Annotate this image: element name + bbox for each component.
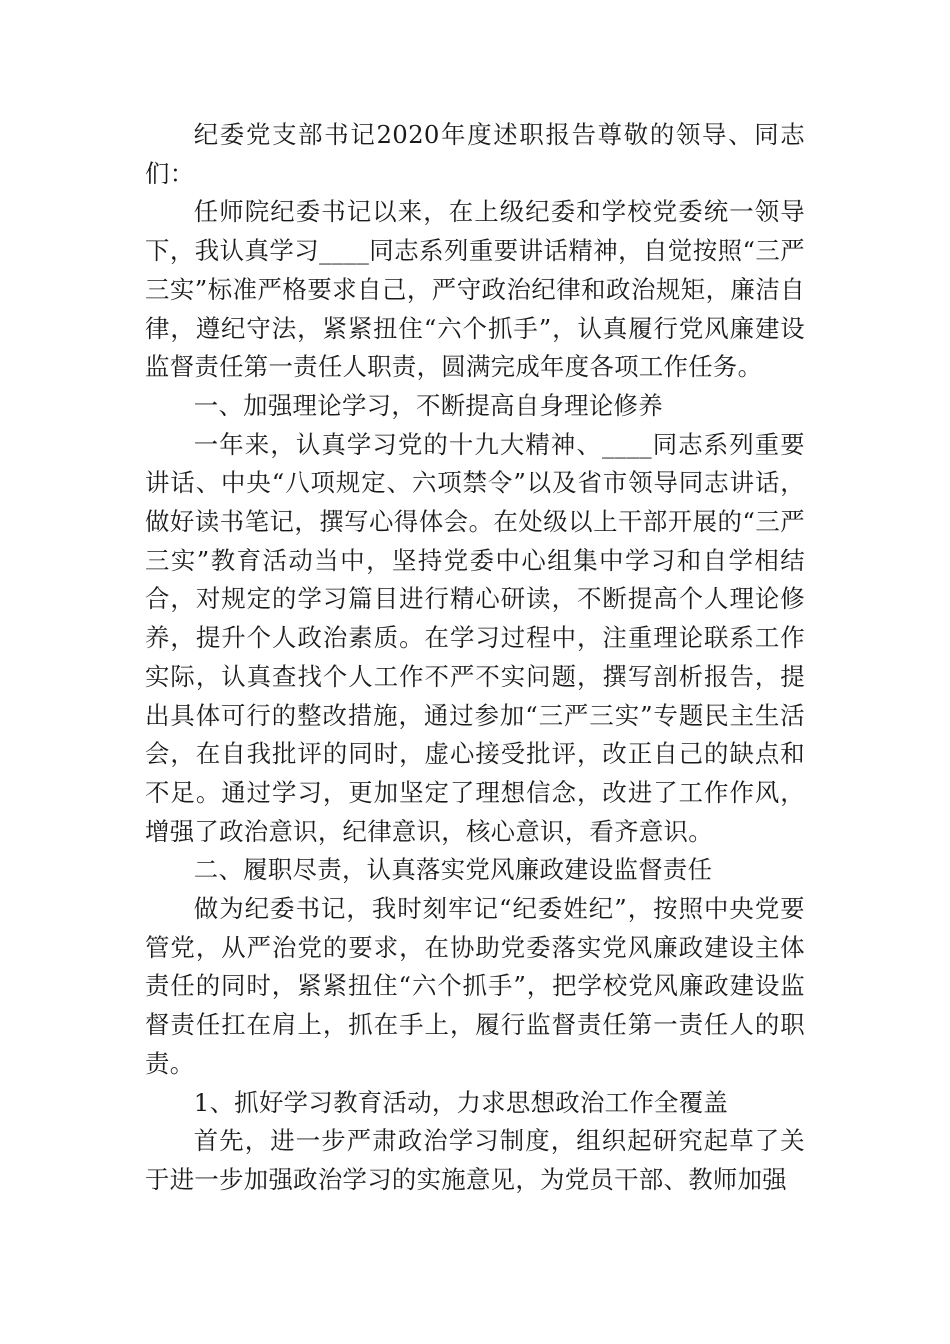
- political-study-paragraph: 首先，进一步严肃政治学习制度，组织起研究起草了关于进一步加强政治学习的实施意见，为党员干部、教师加强: [145, 1126, 805, 1194]
- document-page: [145, 116, 805, 1200]
- intro-paragraph: 任师院纪委书记以来，在上级纪委和学校党委统一领导下，我认真学习____同志系列重要讲话精神，自觉按照“三严三实”标准严格要求自己，严守政治纪律和政治规矩，廉洁自律，遵纪守法，紧紧扭住“六个抓手”，认真履行党风廉建设监督责任第一责任人职责，圆满完成年度各项工作任务。: [145, 197, 805, 382]
- section-heading-2: 二、履职尽责，认真落实党风廉政建设监督责任: [193, 855, 713, 885]
- section-heading-1: 一、加强理论学习，不断提高自身理论修养: [193, 390, 663, 420]
- theory-study-paragraph: 一年来，认真学习党的十九大精神、____同志系列重要讲话、中央“八项规定、六项禁令”以及省市领导同志讲话，做好读书笔记，撰写心得体会。在处级以上干部开展的“三严三实”教育活动当中，坚持党委中心组集中学习和自学相结合，对规定的学习篇目进行精心研读，不断提高个人理论修养，提升个人政治素质。在学习过程中，注重理论联系工作实际，认真查找个人工作不严不实问题，撰写剖析报告，提出具体可行的整改措施，通过参加“三严三实”专题民主生活会，在自我批评的同时，虚心接受批评，改正自己的缺点和不足。通过学习，更加坚定了理想信念，改进了工作作风，增强了政治意识，纪律意识，核心意识，看齐意识。: [145, 429, 805, 846]
- report-title-paragraph: 纪委党支部书记2020年度述职报告尊敬的领导、同志们：: [145, 120, 805, 188]
- supervision-duty-paragraph: 做为纪委书记，我时刻牢记“纪委姓纪”，按照中央党要管党，从严治党的要求，在协助党委落实党风廉政建设主体责任的同时，紧紧扭住“六个抓手”，把学校党风廉政建设监督责任扛在肩上，抓在手上，履行监督责任第一责任人的职责。: [145, 894, 805, 1078]
- subsection-heading-1: 1、抓好学习教育活动，力求思想政治工作全覆盖: [193, 1087, 729, 1117]
